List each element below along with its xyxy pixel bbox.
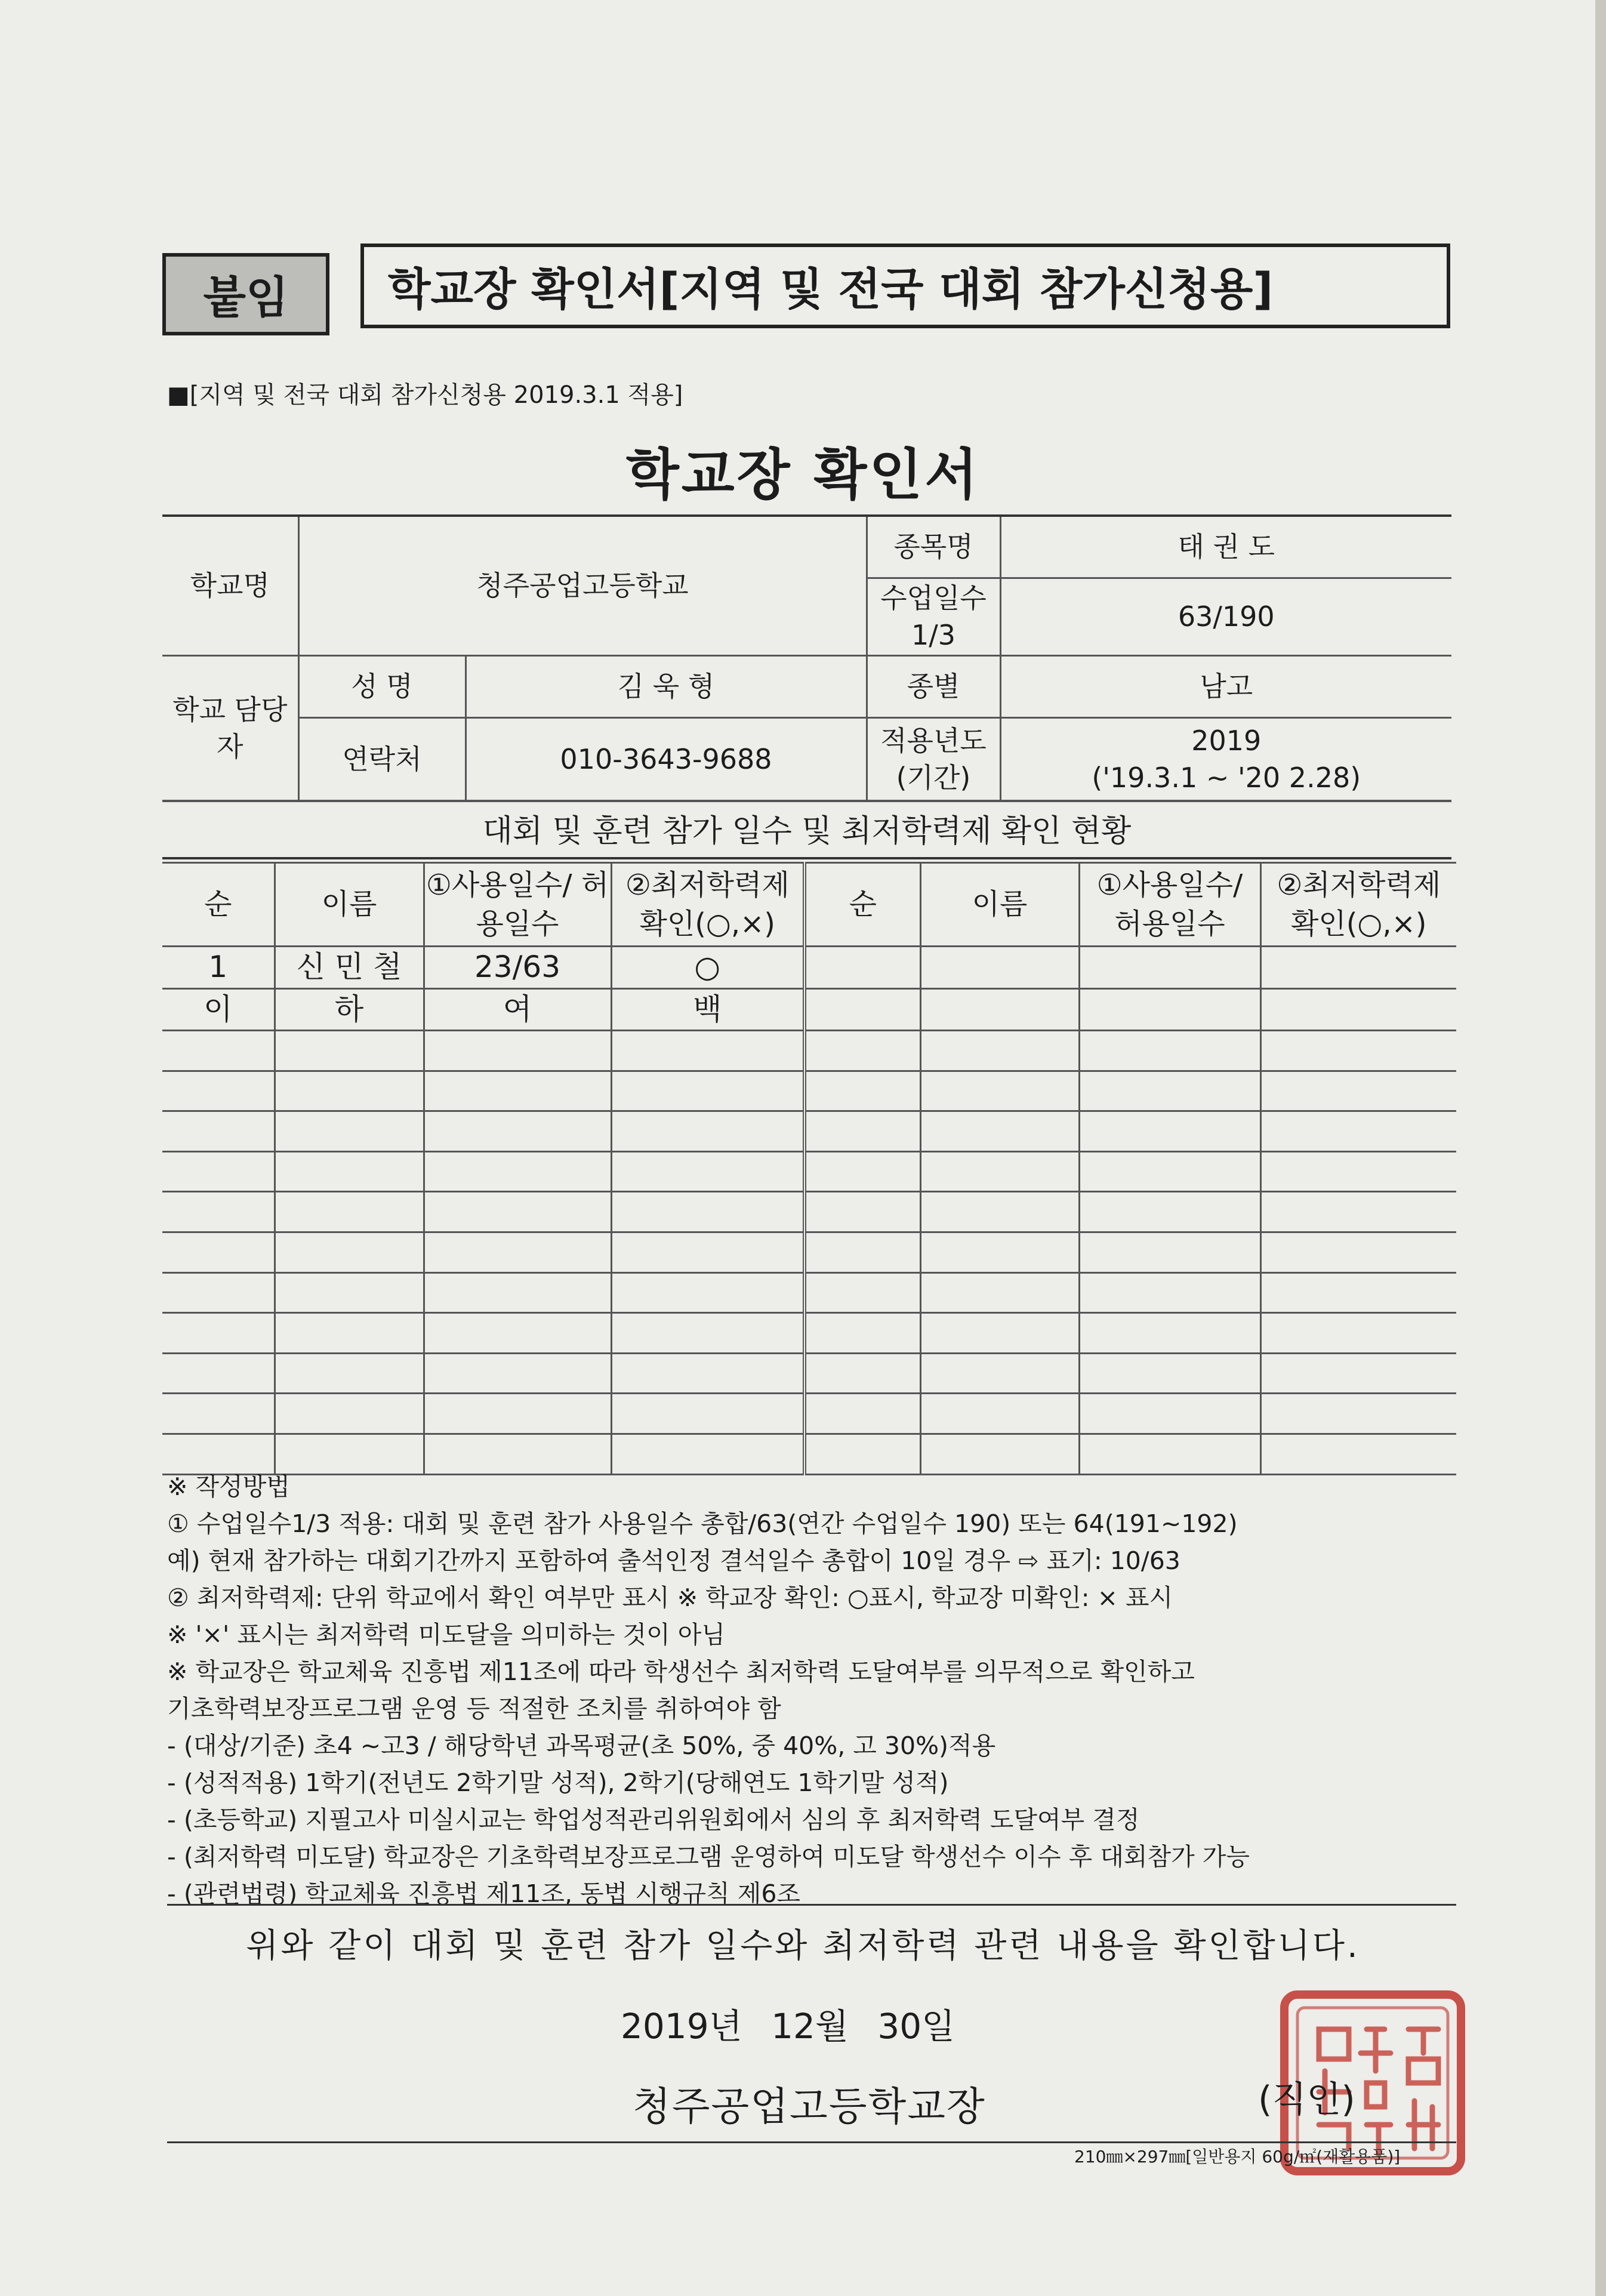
- table-cell: [162, 1232, 275, 1272]
- form-subtitle: ■[지역 및 전국 대회 참가신청용 2019.3.1 적용]: [167, 381, 683, 409]
- table-cell: [804, 947, 920, 989]
- table-cell: [275, 1272, 424, 1313]
- col-header: 순: [804, 863, 920, 947]
- table-cell: [920, 947, 1079, 989]
- table-row: [162, 1031, 1456, 1071]
- table-cell: [611, 1071, 804, 1111]
- contact-value: 010-3643-9688: [466, 717, 867, 801]
- col-header: ②최저학력제 확인(○,×): [611, 863, 804, 947]
- school-name-value: 청주공업고등학교: [298, 516, 867, 655]
- table-header-row: [162, 863, 1456, 947]
- table-cell: [424, 1232, 611, 1272]
- table-cell: [275, 1071, 424, 1111]
- table-cell: [162, 1111, 275, 1152]
- table-cell: [1260, 1192, 1456, 1232]
- table-cell: [1079, 947, 1260, 989]
- table-cell: [424, 1071, 611, 1111]
- divider: [167, 1904, 1456, 1906]
- table-cell: [1079, 1151, 1260, 1192]
- table-cell: [1079, 1313, 1260, 1354]
- table-cell: [804, 1394, 920, 1434]
- table-row: [162, 947, 1456, 989]
- table-cell: [424, 1031, 611, 1071]
- table-cell: [275, 1151, 424, 1192]
- table-cell: [162, 1071, 275, 1111]
- principal-signature: 청주공업고등학교장: [633, 2084, 986, 2129]
- table-cell: [162, 1151, 275, 1192]
- table-cell: [1260, 1111, 1456, 1152]
- table-row: [162, 1232, 1456, 1272]
- note-line: - (초등학교) 지필고사 미실시교는 학업성적관리위원회에서 심의 후 최저학력 도달여부 결정: [167, 1805, 1140, 1834]
- table-cell: [424, 1192, 611, 1232]
- table-cell: 이: [162, 988, 275, 1031]
- event-label: 종목명: [867, 516, 1000, 578]
- attachment-tag: 붙임: [162, 253, 329, 335]
- table-cell: [920, 1232, 1079, 1272]
- table-cell: [1260, 1272, 1456, 1313]
- note-line: ① 수업일수1/3 적용: 대회 및 훈련 참가 사용일수 총합/63(연간 수업일수 190) 또는 64(191~192): [167, 1509, 1238, 1538]
- table-cell: [804, 1071, 920, 1111]
- table-cell: [1079, 1031, 1260, 1071]
- note-line: ※ '×' 표시는 최저학력 미도달을 의미하는 것이 아님: [167, 1620, 725, 1649]
- page-title: 학교장 확인서: [625, 443, 981, 507]
- note-line: - (성적적용) 1학기(전년도 2학기말 성적), 2학기(당해연도 1학기말 성적): [167, 1768, 949, 1797]
- table-cell: [804, 1313, 920, 1354]
- table-row: [162, 1313, 1456, 1354]
- table-cell: [162, 1313, 275, 1354]
- school-name-label: 학교명: [162, 516, 298, 655]
- manager-name-label: 성 명: [298, 655, 466, 717]
- table-cell: [804, 1232, 920, 1272]
- table-cell: [920, 1272, 1079, 1313]
- applied-year-cell: [1000, 717, 1451, 801]
- table-cell: [1079, 1272, 1260, 1313]
- table-cell: 1: [162, 947, 275, 989]
- table-cell: [424, 1151, 611, 1192]
- table-cell: [920, 1353, 1079, 1394]
- instructions-block: [167, 1468, 1250, 1912]
- table-cell: [1079, 1353, 1260, 1394]
- table-cell: [611, 1353, 804, 1394]
- table-cell: [424, 1272, 611, 1313]
- manager-label: 학교 담당자: [162, 655, 298, 801]
- table-cell: [424, 1353, 611, 1394]
- table-cell: [275, 1232, 424, 1272]
- applied-year-value: 2019: [1191, 724, 1262, 757]
- table-cell: 23/63: [424, 947, 611, 989]
- table-cell: [162, 1192, 275, 1232]
- table-cell: [611, 1394, 804, 1434]
- table-cell: [920, 1031, 1079, 1071]
- table-cell: 여: [424, 988, 611, 1031]
- participation-table: [162, 862, 1456, 1475]
- table-cell: [1260, 1232, 1456, 1272]
- table-cell: [162, 1031, 275, 1071]
- table-cell: [1079, 1232, 1260, 1272]
- table-row: [162, 1111, 1456, 1152]
- table-row: [162, 1151, 1456, 1192]
- table-cell: [1260, 1313, 1456, 1354]
- applied-year-label: 적용년도 (기간): [867, 717, 1000, 801]
- table-cell: [1079, 1111, 1260, 1152]
- table-cell: [424, 1111, 611, 1152]
- table-cell: [275, 1111, 424, 1152]
- table-cell: [162, 1353, 275, 1394]
- category-value: 남고: [1000, 655, 1451, 717]
- table-cell: [1260, 1434, 1456, 1474]
- manager-name-value: 김 욱 형: [466, 655, 867, 717]
- issue-date: 2019년 12월 30일: [621, 2006, 955, 2047]
- col-header: 이름: [920, 863, 1079, 947]
- table-cell: [611, 1111, 804, 1152]
- col-header: ②최저학력제 확인(○,×): [1260, 863, 1456, 947]
- table-cell: [1260, 1353, 1456, 1394]
- table-cell: [804, 1353, 920, 1394]
- col-header: 순: [162, 863, 275, 947]
- table-cell: [920, 1192, 1079, 1232]
- table-cell: [804, 1192, 920, 1232]
- table-cell: [804, 1111, 920, 1152]
- applied-period-value: ('19.3.1 ~ '20 2.28): [1092, 762, 1361, 794]
- table-cell: [920, 1111, 1079, 1152]
- table-cell: [804, 1272, 920, 1313]
- table-cell: [275, 1192, 424, 1232]
- table-cell: 백: [611, 988, 804, 1031]
- table-cell: [611, 1313, 804, 1354]
- table-cell: [920, 988, 1079, 1031]
- note-line: ② 최저학력제: 단위 학교에서 확인 여부만 표시 ※ 학교장 확인: ○표시, 학교장 미확인: × 표시: [167, 1583, 1173, 1612]
- table-cell: [611, 1031, 804, 1071]
- table-cell: [920, 1313, 1079, 1354]
- note-line: ※ 학교장은 학교체육 진흥법 제11조에 따라 학생선수 최저학력 도달여부를 의무적으로 확인하고: [167, 1657, 1195, 1686]
- table-cell: [611, 1232, 804, 1272]
- table-cell: [1260, 1031, 1456, 1071]
- table-cell: 하: [275, 988, 424, 1031]
- table-cell: [1079, 1071, 1260, 1111]
- table-cell: [275, 1031, 424, 1071]
- table-cell: [1260, 1071, 1456, 1111]
- table-cell: [424, 1313, 611, 1354]
- table-row: [162, 1353, 1456, 1394]
- table-cell: [1260, 947, 1456, 989]
- table-cell: [920, 1394, 1079, 1434]
- table-cell: [804, 988, 920, 1031]
- note-line: 기초학력보장프로그램 운영 등 적절한 조치를 취하여야 함: [167, 1694, 781, 1723]
- table-cell: [611, 1151, 804, 1192]
- table-cell: [275, 1394, 424, 1434]
- confirmation-text: 위와 같이 대회 및 훈련 참가 일수와 최저학력 관련 내용을 확인합니다.: [246, 1927, 1360, 1965]
- note-line: 예) 현재 참가하는 대회기간까지 포함하여 출석인정 결석일수 총합이 10일 경우 ⇨ 표기: 10/63: [167, 1546, 1180, 1575]
- table-cell: [162, 1394, 275, 1434]
- school-info-table: [162, 514, 1451, 802]
- contact-label: 연락처: [298, 717, 466, 801]
- table-cell: [804, 1151, 920, 1192]
- table-cell: [275, 1313, 424, 1354]
- table-cell: [611, 1272, 804, 1313]
- table-cell: [920, 1151, 1079, 1192]
- table-cell: [1260, 1394, 1456, 1434]
- table-row: [162, 1394, 1456, 1434]
- table-row: [162, 1071, 1456, 1111]
- table-cell: ○: [611, 947, 804, 989]
- class-days-label: 수업일수 1/3: [867, 578, 1000, 655]
- note-line: - (최저학력 미도달) 학교장은 기초학력보장프로그램 운영하여 미도달 학생선수 이수 후 대회참가 가능: [167, 1842, 1250, 1871]
- table-cell: [804, 1031, 920, 1071]
- table-cell: [1260, 1151, 1456, 1192]
- table-cell: [424, 1394, 611, 1434]
- note-line: - (대상/기준) 초4 ~고3 / 해당학년 과목평균(초 50%, 중 40%, 고 30%)적용: [167, 1731, 996, 1760]
- event-value: 태 권 도: [1000, 516, 1451, 578]
- table-cell: [1079, 1394, 1260, 1434]
- category-label: 종별: [867, 655, 1000, 717]
- note-line: - (관련법령) 학교체육 진흥법 제11조, 동법 시행규칙 제6조: [167, 1879, 801, 1908]
- paper-spec: 210㎜×297㎜[일반용지 60g/㎡(재활용품)]: [1074, 2147, 1401, 2166]
- footer-divider: [167, 2141, 1456, 2143]
- col-header: ①사용일수/ 허용일수: [1079, 863, 1260, 947]
- table-cell: [162, 1272, 275, 1313]
- empty-rows: [162, 1031, 1456, 1475]
- seal-label: (직인): [1258, 2079, 1355, 2121]
- table-cell: [920, 1071, 1079, 1111]
- table-row: [162, 1272, 1456, 1313]
- table-cell: [611, 1192, 804, 1232]
- table-cell: [275, 1353, 424, 1394]
- col-header: 이름: [275, 863, 424, 947]
- table-row: [162, 1192, 1456, 1232]
- section-title: 대회 및 훈련 참가 일수 및 최저학력제 확인 현황: [162, 800, 1451, 859]
- col-header: ①사용일수/ 허용일수: [424, 863, 611, 947]
- table-row: [162, 988, 1456, 1031]
- table-cell: [1260, 988, 1456, 1031]
- table-cell: 신 민 철: [275, 947, 424, 989]
- table-cell: [1079, 988, 1260, 1031]
- document-heading: 학교장 확인서[지역 및 전국 대회 참가신청용]: [360, 244, 1450, 328]
- table-cell: [1079, 1192, 1260, 1232]
- class-days-value: 63/190: [1000, 578, 1451, 655]
- note-line: ※ 작성방법: [167, 1472, 290, 1501]
